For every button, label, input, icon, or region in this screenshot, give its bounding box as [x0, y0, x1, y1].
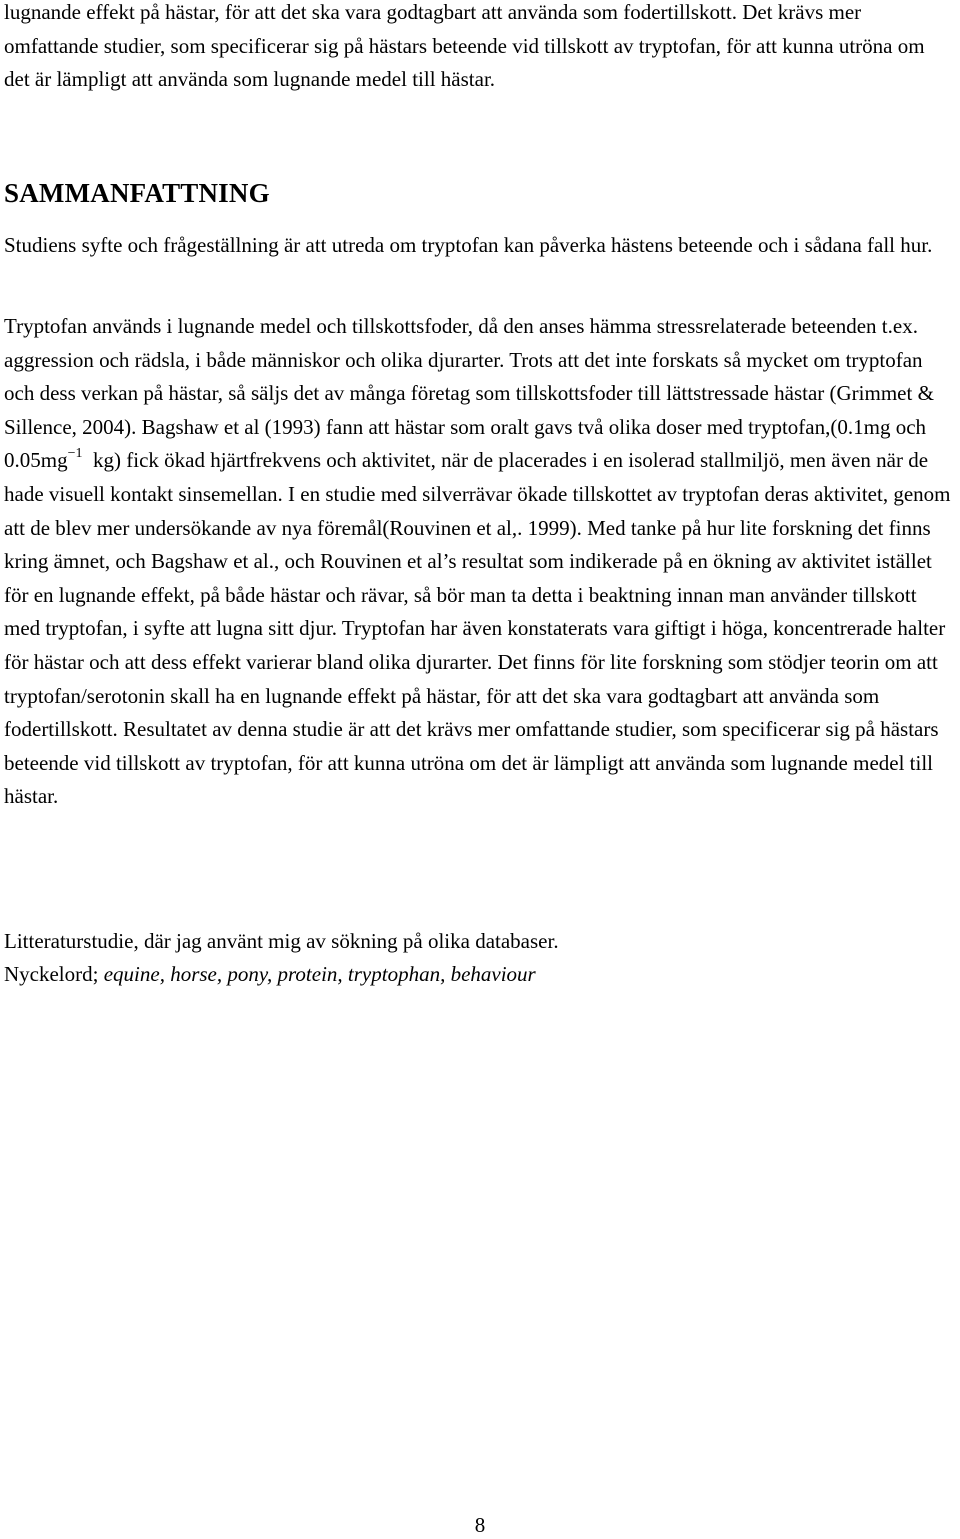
keywords-label: Nyckelord;	[4, 962, 104, 986]
intro-paragraph: lugnande effekt på hästar, för att det ska vara godtagbart att använda som fodertillskott. Det krävs mer omfattande studier, som specificerar sig på hästars beteende vid tillskott av tryptofan, för att kunna utröna om det är lämpligt att använda som lugnande medel till hästar.	[4, 0, 925, 92]
summary-body-paragraph	[4, 310, 956, 814]
aim-paragraph: Studiens syfte och frågeställning är att utreda om tryptofan kan påverka hästens beteende och i sådana fall hur.	[4, 233, 933, 257]
summary-body-part-1: Tryptofan används i lugnande medel och tillskottsfoder, då den anses hämma stressrelaterade beteenden t.ex. aggression och rädsla, i både människor och olika djurarter. Trots att det inte forskats så mycket om tryptofan och dess verkan på hästar, så säljs det av många företag som tillskottsfoder till lättstressade hästar (Grimmet & Sillence, 2004). Bagshaw et al (1993) fann att hästar som oralt gavs två olika doser med tryptofan,(0.1mg och 0.05mg	[4, 314, 934, 473]
keywords-values: equine, horse, pony, protein, tryptophan, behaviour	[103, 962, 536, 986]
exponent-superscript: −1	[67, 446, 83, 462]
method-paragraph: Litteraturstudie, där jag använt mig av sökning på olika databaser.	[4, 929, 559, 953]
keywords-line	[4, 958, 952, 992]
summary-heading: SAMMANFATTNING	[4, 178, 270, 208]
page-number: 8	[474, 1513, 486, 1537]
summary-body-part-2: kg) fick ökad hjärtfrekvens och aktivitet, när de placerades i en isolerad stallmiljö, men även när de hade visuell kontakt sinsemellan. I en studie med silverrävar ökade tillskottet av tryptofan deras aktivitet, genom att de blev mer undersökande av nya föremål(Rouvinen et al,. 1999). Med tanke på hur lite forskning det finns kring ämnet, och Bagshaw et al., och Rouvinen et al’s resultat som indikerade på en ökning av aktivitet istället för en lugnande effekt, på både hästar och rävar, så bör man ta detta i beaktning innan man använder tillskott med tryptofan, i syfte att lugna sitt djur. Tryptofan har även konstaterats vara giftigt i höga, koncentrerade halter för hästar och att dess effekt varierar bland olika djurarter. Det finns för lite forskning som stödjer teorin om att tryptofan/serotonin skall ha en lugnande effekt på hästar, för att det ska vara godtagbart att använda som fodertillskott. Resultatet av denna studie är att det krävs mer omfattande studier, som specificerar sig på hästars beteende vid tillskott av tryptofan, för att kunna utröna om det är lämpligt att använda som lugnande medel till hästar.	[4, 448, 956, 809]
